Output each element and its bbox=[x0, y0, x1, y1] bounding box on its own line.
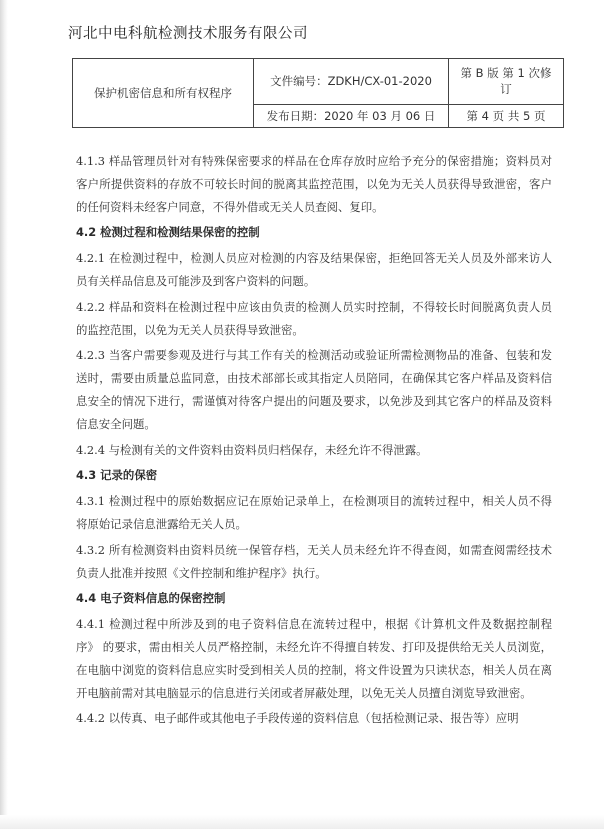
paragraph-4-4-2: 4.4.2 以传真、电子邮件或其他电子手段传递的资料信息（包括检测记录、报告等）应明 bbox=[76, 711, 519, 726]
paragraph-4-2-4: 4.2.4 与检测有关的文件资料由资料员归档保存，未经允许不得泄露。 bbox=[76, 442, 428, 457]
section-heading-4-4: 4.4 电子资料信息的保密控制 bbox=[76, 591, 226, 606]
company-name: 河北中电科航检测技术服务有限公司 bbox=[68, 26, 308, 42]
paragraph-4-3-2: 4.3.2 所有检测资料由资料员统一保管存档，无关人员未经允许不得查阅，如需查阅需经技术负责人批准并按照《文件控制和维护程序》执行。 bbox=[76, 542, 552, 580]
paragraph-4-2-3: 4.2.3 当客户需要参观及进行与其工作有关的检测活动或验证所需检测物品的准备、包装和发送时，需要由质量总监同意，由技术部部长或其指定人员陪同，在确保其它客户样品及资料信息安全的情况下进行，需谨慎对待客户提出的问题及要求，以免涉及到其它客户的样品及资料信息安全问题。 bbox=[76, 348, 552, 431]
document-body bbox=[76, 150, 552, 733]
document-header-table bbox=[72, 58, 564, 128]
edition: 第 B 版 第 1 次修订 bbox=[449, 59, 564, 105]
paragraph-4-2-1: 4.2.1 在检测过程中，检测人员应对检测的内容及结果保密，拒绝回答无关人员及外部来访人员有关样品信息及可能涉及到客户资料的问题。 bbox=[76, 251, 552, 288]
publish-date: 发布日期：2020 年 03 月 06 日 bbox=[254, 104, 449, 127]
paragraph-4-2-2: 4.2.2 样品和资料在检测过程中应该由负责的检测人员实时控制，不得较长时间脱离负责人员的监控范围，以免为无关人员获得导致泄密。 bbox=[76, 299, 552, 337]
page-bottom-shadow bbox=[0, 815, 604, 829]
paragraph-4-4-1: 4.4.1 检测过程中所涉及到的电子资料信息在流转过程中，根据《计算机文件及数据控制程序》 的要求，需由相关人员严格控制，未经允许不得擅自转发、打印及提供给无关人员浏览，在电脑中浏览的资料信息应实时受到相关人员的控制，将文件设置为只读状态，相关人员在离开电脑前需对其电脑显示的信息进行关闭或者屏蔽处理，以免无关人员擅自浏览导致泄密。 bbox=[76, 617, 552, 700]
procedure-title: 保护机密信息和所有权程序 bbox=[73, 59, 254, 128]
section-heading-4-3: 4.3 记录的保密 bbox=[76, 468, 158, 483]
paragraph-4-1-3: 4.1.3 样品管理员针对有特殊保密要求的样品在仓库存放时应给予充分的保密措施；资料员对客户所提供资料的存放不可较长时间的脱离其监控范围，以免为无关人员获得导致泄密，客户的任何资料未经客户同意，不得外借或无关人员查阅、复印。 bbox=[76, 154, 552, 214]
paragraph-4-3-1: 4.3.1 检测过程中的原始数据应记在原始记录单上，在检测项目的流转过程中，相关人员不得将原始记录信息泄露给无关人员。 bbox=[76, 494, 552, 531]
page-number: 第 4 页 共 5 页 bbox=[449, 104, 564, 127]
page-edge-shadow bbox=[0, 0, 8, 829]
doc-number: 文件编号：ZDKH/CX-01-2020 bbox=[254, 59, 449, 105]
section-heading-4-2: 4.2 检测过程和检测结果保密的控制 bbox=[76, 225, 260, 240]
